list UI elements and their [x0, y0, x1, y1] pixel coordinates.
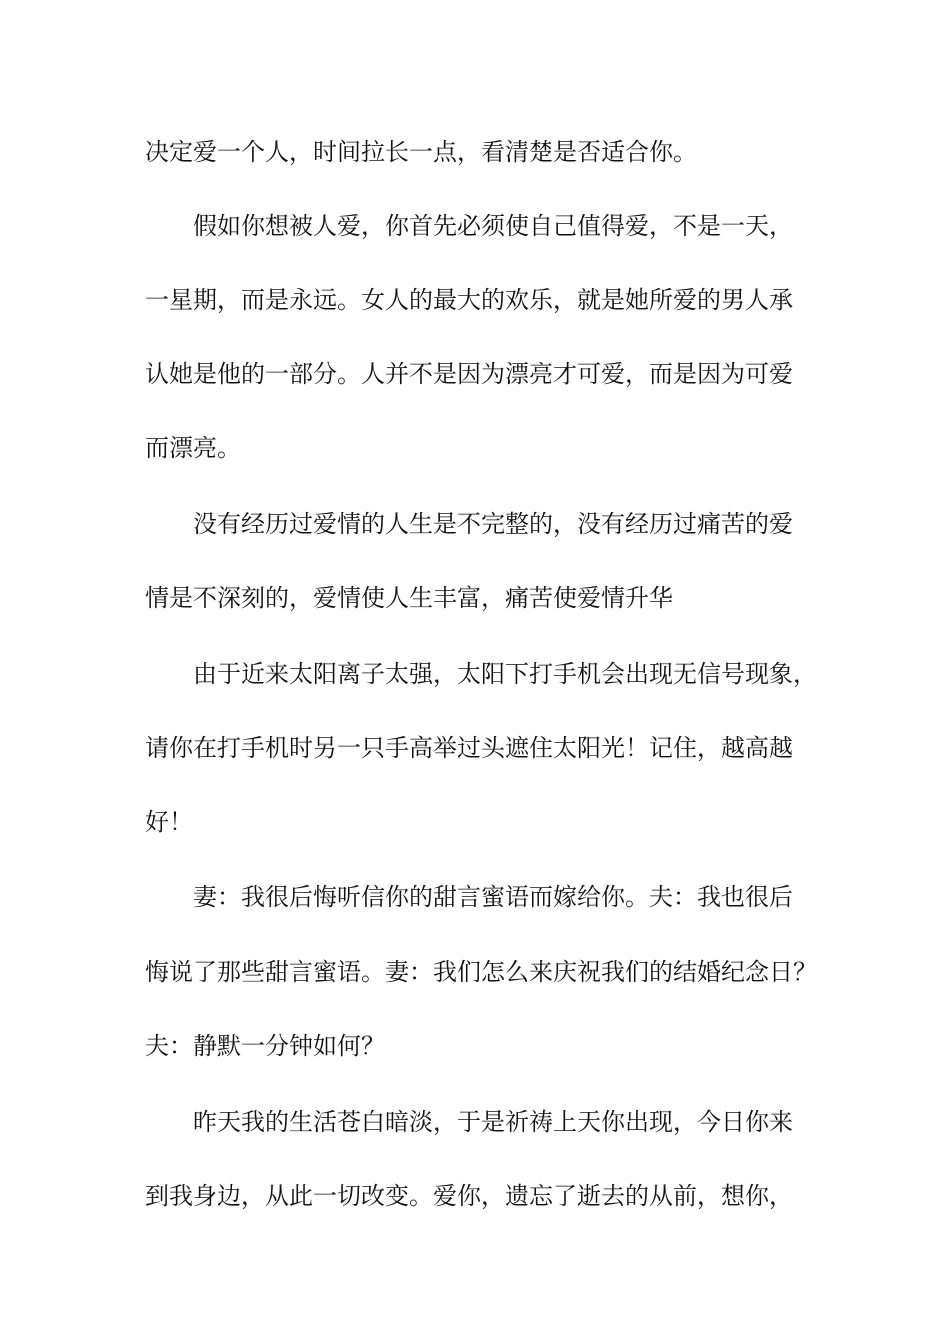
text-line-12: 悔说了那些甜言蜜语。妻：我们怎么来庆祝我们的结婚纪念日？: [145, 958, 817, 986]
text-line-1: 决定爱一个人，时间拉长一点，看清楚是否适合你。: [145, 138, 697, 166]
text-line-7: 情是不深刻的，爱情使人生丰富，痛苦使爱情升华: [145, 584, 673, 612]
text-line-4: 认她是他的一部分。人并不是因为漂亮才可爱，而是因为可爱: [145, 360, 793, 388]
text-line-6: 没有经历过爱情的人生是不完整的，没有经历过痛苦的爱: [193, 510, 793, 538]
text-line-5: 而漂亮。: [145, 434, 241, 462]
text-line-9: 请你在打手机时另一只手高举过头遮住太阳光！记住，越高越: [145, 734, 793, 762]
text-line-11: 妻：我很后悔听信你的甜言蜜语而嫁给你。夫：我也很后: [193, 883, 793, 911]
text-line-14: 昨天我的生活苍白暗淡，于是祈祷上天你出现，今日你来: [193, 1108, 793, 1136]
text-line-3: 一星期，而是永远。女人的最大的欢乐，就是她所爱的男人承: [145, 286, 793, 314]
text-line-13: 夫：静默一分钟如何？: [145, 1032, 385, 1060]
text-line-15: 到我身边，从此一切改变。爱你，遗忘了逝去的从前，想你，: [145, 1182, 793, 1210]
text-line-8: 由于近来太阳离子太强，太阳下打手机会出现无信号现象，: [193, 660, 817, 688]
text-line-2: 假如你想被人爱，你首先必须使自己值得爱，不是一天，: [193, 212, 793, 240]
text-line-10: 好！: [145, 808, 193, 836]
